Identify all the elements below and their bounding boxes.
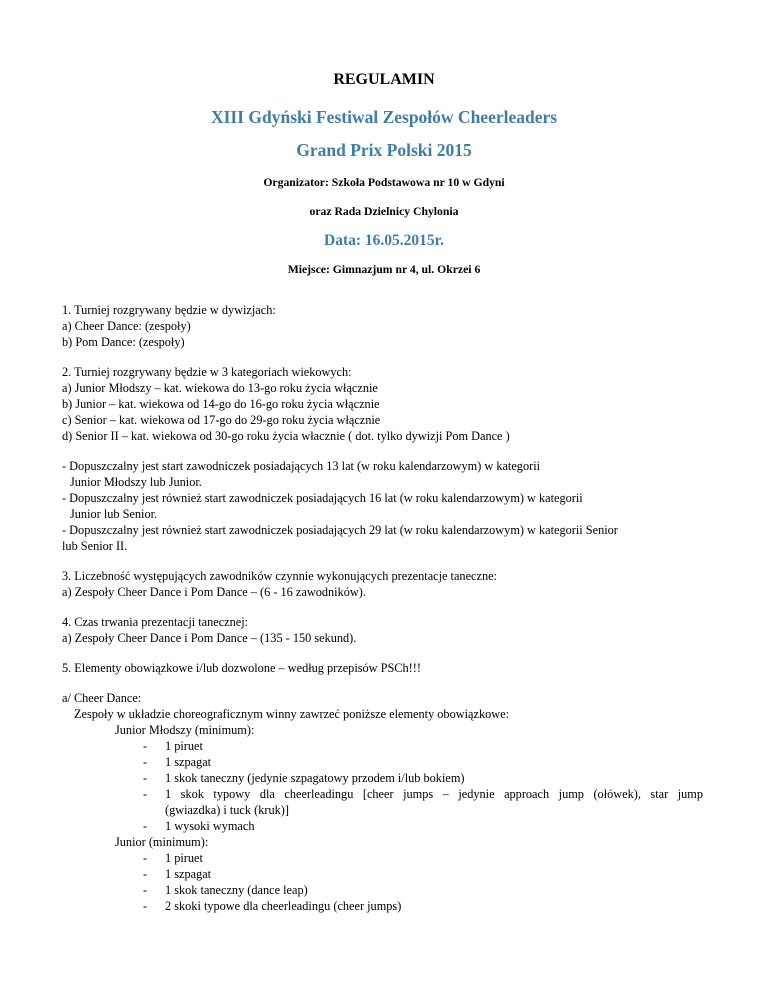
section-2-item: d) Senior II – kat. wiekowa od 30-go roku życia włacznie ( dot. tylko dywizji Pom Dance ) (62, 429, 510, 443)
junior-heading: Junior (minimum): (115, 835, 209, 849)
section-5-heading: 5. Elementy obowiązkowe i/lub dozwolone – według przepisów PSCh!!! (62, 661, 421, 675)
note-line: Junior Młodszy lub Junior. (70, 475, 202, 489)
note-line: lub Senior II. (62, 539, 128, 553)
bullet-dash: - (143, 771, 148, 785)
list-item-text: 1 szpagat (165, 755, 212, 769)
section-1-item: b) Pom Dance: (zespoły) (62, 335, 185, 349)
section-2-item: b) Junior – kat. wiekowa od 14-go do 16-go roku życia włącznie (62, 397, 380, 411)
section-3-heading: 3. Liczebność występujących zawodników czynnie wykonujących prezentacje taneczne: (62, 569, 497, 583)
bullet-dash: - (143, 739, 148, 753)
document-title: REGULAMIN (333, 71, 435, 88)
cheer-dance-heading: a/ Cheer Dance: (62, 691, 142, 705)
section-1-heading: 1. Turniej rozgrywany będzie w dywizjach: (62, 303, 276, 317)
list-item-text: 1 skok taneczny (dance leap) (165, 883, 308, 897)
note-line: Junior lub Senior. (70, 507, 158, 521)
event-date: Data: 16.05.2015r. (324, 232, 444, 249)
junior-mlodszy-heading: Junior Młodszy (minimum): (115, 723, 255, 737)
list-item-text: 1 szpagat (165, 867, 212, 881)
list-item-text: 1 wysoki wymach (165, 819, 255, 833)
event-place: Miejsce: Gimnazjum nr 4, ul. Okrzei 6 (287, 263, 481, 276)
list-item-text-justified: 1 skok typowy dla cheerleadingu [cheer jumps – jedynie approach jump (ołówek), star jump (165, 787, 703, 801)
bullet-dash: - (143, 755, 148, 769)
bullet-dash: - (143, 819, 148, 833)
note-line: - Dopuszczalny jest również start zawodniczek posiadających 16 lat (w roku kalendarzowym) w kategorii (62, 491, 583, 505)
bullet-dash: - (143, 883, 148, 897)
bullet-dash: - (143, 851, 148, 865)
list-item-text: 1 piruet (165, 739, 203, 753)
cheer-dance-intro: Zespoły w układzie choreograficznym winny zawrzeć poniższe elementy obowiązkowe: (74, 707, 509, 721)
section-4-item: a) Zespoły Cheer Dance i Pom Dance – (135 - 150 sekund). (62, 631, 357, 645)
section-1-item: a) Cheer Dance: (zespoły) (62, 319, 191, 333)
section-4-heading: 4. Czas trwania prezentacji tanecznej: (62, 615, 249, 629)
grand-prix-title: Grand Prix Polski 2015 (296, 140, 472, 160)
list-item-text: 2 skoki typowe dla cheerleadingu (cheer jumps) (165, 899, 402, 913)
bullet-dash: - (143, 899, 148, 913)
note-line: - Dopuszczalny jest również start zawodniczek posiadających 29 lat (w roku kalendarzowym) w kategorii Senior (62, 523, 618, 537)
organizer-line-2: oraz Rada Dzielnicy Chylonia (309, 205, 459, 218)
list-item-text: 1 skok taneczny (jedynie szpagatowy przodem i/lub bokiem) (165, 771, 465, 785)
festival-name: XIII Gdyński Festiwal Zespołów Cheerleaders (210, 107, 558, 127)
note-line: - Dopuszczalny jest start zawodniczek posiadających 13 lat (w roku kalendarzowym) w kategorii (62, 459, 541, 473)
section-2-heading: 2. Turniej rozgrywany będzie w 3 kategoriach wiekowych: (62, 365, 352, 379)
bullet-dash: - (143, 787, 148, 801)
list-item-text: 1 piruet (165, 851, 203, 865)
list-item-continuation: (gwiazdka) i tuck (kruk)] (165, 803, 289, 817)
section-2-item: a) Junior Młodszy – kat. wiekowa do 13-go roku życia włącznie (62, 381, 378, 395)
section-2-item: c) Senior – kat. wiekowa od 17-go do 29-go roku życia włącznie (62, 413, 381, 427)
section-3-item: a) Zespoły Cheer Dance i Pom Dance – (6 - 16 zawodników). (62, 585, 366, 599)
organizer-line-1: Organizator: Szkoła Podstawowa nr 10 w Gdyni (263, 176, 505, 189)
bullet-dash: - (143, 867, 148, 881)
